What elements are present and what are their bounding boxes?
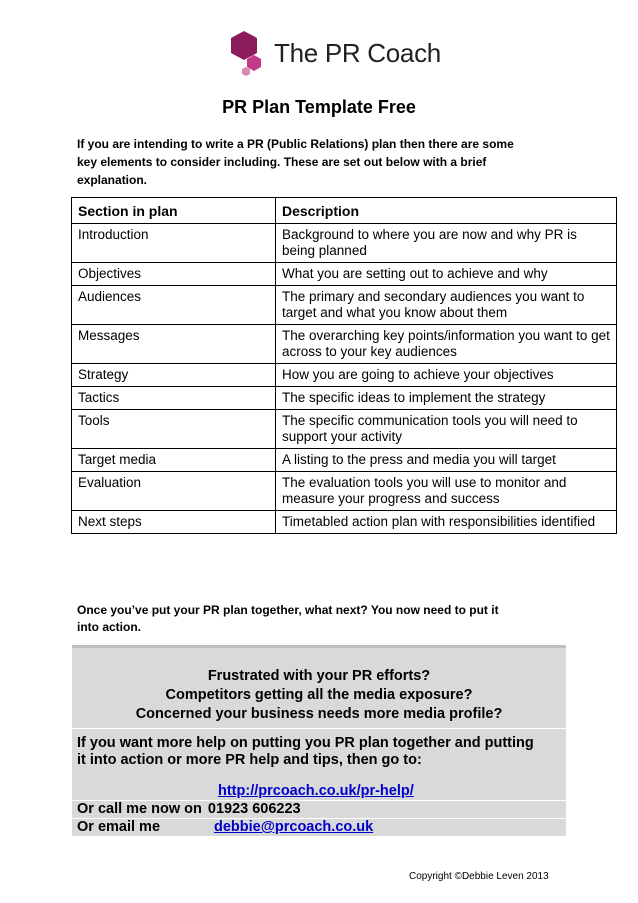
table-row	[72, 387, 617, 410]
promo-question: Frustrated with your PR efforts?	[207, 668, 431, 684]
table-row	[72, 364, 617, 387]
intro-line: If you are intending to write a PR (Public Relations) plan then there are some	[77, 137, 514, 151]
call-label: Or call me now on	[77, 801, 202, 817]
help-line: If you want more help on putting you PR plan together and putting	[77, 735, 534, 751]
column-header-section: Section in plan	[72, 198, 276, 224]
section-cell: Messages	[72, 325, 276, 364]
column-header-description: Description	[276, 198, 617, 224]
section-cell: Next steps	[72, 511, 276, 534]
section-cell: Evaluation	[72, 472, 276, 511]
email-label: Or email me	[77, 819, 161, 835]
promo-questions	[72, 667, 566, 724]
section-cell: Objectives	[72, 263, 276, 286]
next-steps-paragraph	[77, 602, 557, 636]
pr-plan-table	[71, 197, 617, 534]
table-row	[72, 263, 617, 286]
section-cell: Introduction	[72, 224, 276, 263]
phone-number: 01923 606223	[207, 801, 301, 817]
description-cell: The evaluation tools you will use to monitor and measure your progress and success	[276, 472, 617, 511]
description-cell: How you are going to achieve your objectives	[276, 364, 617, 387]
promo-help-text	[77, 735, 557, 769]
intro-paragraph	[77, 135, 557, 189]
section-cell: Audiences	[72, 286, 276, 325]
table-row	[72, 410, 617, 449]
email-link[interactable]: debbie@prcoach.co.uk	[214, 819, 374, 835]
description-cell: A listing to the press and media you will target	[276, 449, 617, 472]
phone-line	[77, 801, 301, 817]
description-cell: The overarching key points/information you want to get across to your key audiences	[276, 325, 617, 364]
paragraph-line: Once you’ve put your PR plan together, what next? You now need to put it	[77, 603, 499, 617]
page-title: PR Plan Template Free	[222, 97, 416, 117]
intro-line: key elements to consider including. These are set out below with a brief	[77, 155, 487, 169]
promo-divider	[72, 728, 566, 729]
table-row	[72, 286, 617, 325]
table-header-row	[72, 198, 617, 224]
section-cell: Strategy	[72, 364, 276, 387]
section-cell: Tactics	[72, 387, 276, 410]
table-row	[72, 224, 617, 263]
description-cell: The specific communication tools you will need to support your activity	[276, 410, 617, 449]
paragraph-line: into action.	[77, 620, 141, 634]
table-row	[72, 511, 617, 534]
pr-help-link[interactable]: http://prcoach.co.uk/pr-help/	[218, 783, 414, 799]
promo-question: Competitors getting all the media exposure?	[165, 687, 473, 703]
section-cell: Target media	[72, 449, 276, 472]
intro-line: explanation.	[77, 173, 148, 187]
description-cell: The specific ideas to implement the strategy	[276, 387, 617, 410]
promo-question: Concerned your business needs more media profile?	[135, 706, 503, 722]
logo	[230, 28, 441, 78]
promo-box	[72, 645, 566, 836]
logo-text: The PR Coach	[274, 37, 441, 68]
description-cell: Background to where you are now and why PR is being planned	[276, 224, 617, 263]
table-row	[72, 449, 617, 472]
hexagon-logo-icon	[230, 29, 268, 77]
copyright-text: Copyright ©Debbie Leven 2013	[409, 871, 549, 882]
description-cell: Timetabled action plan with responsibilities identified	[276, 511, 617, 534]
table-row	[72, 472, 617, 511]
help-line: it into action or more PR help and tips, then go to:	[77, 752, 422, 768]
description-cell: What you are setting out to achieve and why	[276, 263, 617, 286]
table-row	[72, 325, 617, 364]
email-line	[77, 819, 373, 835]
description-cell: The primary and secondary audiences you want to target and what you know about them	[276, 286, 617, 325]
section-cell: Tools	[72, 410, 276, 449]
